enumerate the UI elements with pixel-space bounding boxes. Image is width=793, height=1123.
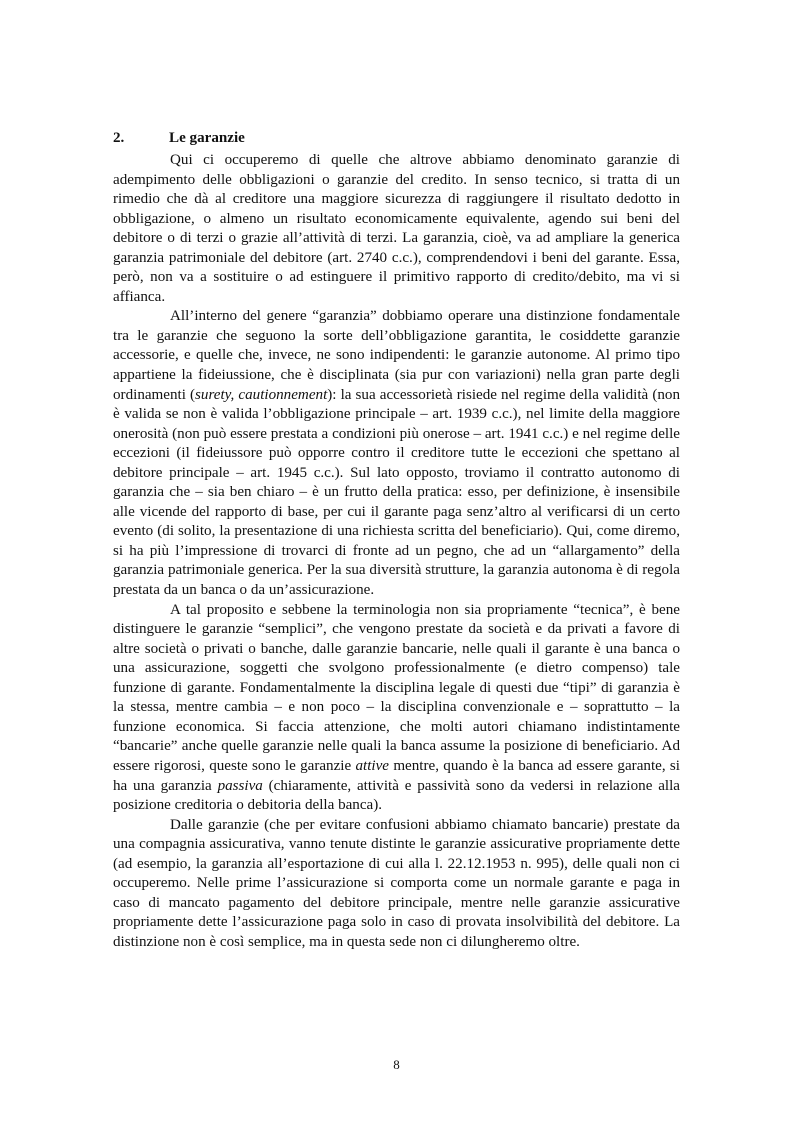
paragraphs <box>113 151 680 952</box>
body-paragraph <box>113 151 680 307</box>
paragraph-text: All’interno del genere “garanzia” dobbiamo operare una distinzione fondamentale tra le garanzie che seguono la sorte dell’obbligazione garantita, le cosiddette garanzie accessorie, e quelle che, invece, ne sono indipendenti: le garanzie autonome. Al primo tipo appartiene la fideiussione, che è disciplinata (sia pur con variazioni) nella gran parte degli ordinamenti ( <box>113 308 680 403</box>
section-heading <box>113 129 680 151</box>
italic-text: surety, cautionnement <box>195 386 328 403</box>
body-paragraph <box>113 601 680 816</box>
section-title: Le garanzie <box>169 130 245 146</box>
body-paragraph <box>113 307 680 600</box>
paragraph-text: A tal proposito e sebbene la terminologia non sia propriamente “tecnica”, è bene distinguere le garanzie “semplici”, che vengono prestate da società e da privati a favore di altre società o privati o banche, dalle garanzie bancarie, nelle quali il garante è una banca o una assicurazione, soggetti che svolgono professionalmente (e dietro compenso) tale funzione di garante. Fondamentalmente la disciplina legale di questi due “tipi” di garanzia è la stessa, mentre cambia – e non poco – la disciplina convenzionale e – soprattutto – la funzione economica. Si faccia attenzione, che molti autori chiamano indistintamente “bancarie” anche quelle garanzie nelle quali la banca assume la posizione di beneficiario. Ad essere rigorosi, queste sono le garanzie <box>113 601 680 774</box>
italic-text: passiva <box>217 777 263 794</box>
paragraph-text: mentre, quando è la banca ad essere garante, si ha una garanzia <box>113 757 680 794</box>
paragraph-text: ): la sua accessorietà risiede nel regime della validità (non è valida se non è valida l’obbligazione principale – art. 1939 c.c.), nel limite della maggiore onerosità (non può essere prestata a condizioni più onerose – art. 1941 c.c.) e nel regime delle eccezioni (il fideiussore può opporre contro il creditore tutte le eccezioni che spettano al debitore principale – art. 1945 c.c.). Sul lato opposto, troviamo il contratto autonomo di garanzia che – sia ben chiaro – è un frutto della pratica: esso, per definizione, è insensibile alle vicende del rapporto di base, per cui il garante paga senz’altro al verificarsi di un certo evento (di solito, la presentazione di una richiesta scritta del beneficiario). Qui, come diremo, si ha più l’impressione di trovarci di fronte ad un pegno, che ad un “allargamento” della garanzia patrimoniale generica. Per la sua diversità strutture, la garanzia autonoma è di regola prestata da un banca o da un’assicurazione. <box>113 386 680 599</box>
page-number: 8 <box>393 1057 400 1072</box>
paragraph-text: Qui ci occuperemo di quelle che altrove abbiamo denominato garanzie di adempimento delle obbligazioni o garanzie del credito. In senso tecnico, si tratta di un rimedio che dà al creditore una maggiore sicurezza di raggiungere il risultato dedotto in obbligazione, o almeno un risultato economicamente equivalente, agendo sui beni del debitore o di terzi o grazie all’attività di terzi. La garanzia, cioè, va ad ampliare la generica garanzia patrimoniale del debitore (art. 2740 c.c.), comprendendovi i beni del garante. Essa, però, non va a sostituire o ad estinguere il primitivo rapporto di credito/debito, ma vi si affianca. <box>113 152 680 305</box>
section-number: 2. <box>113 130 125 146</box>
page-body <box>113 129 680 952</box>
body-paragraph <box>113 816 680 953</box>
italic-text: attive <box>355 757 390 774</box>
paragraph-text: Dalle garanzie (che per evitare confusioni abbiamo chiamato bancarie) prestate da una compagnia assicurativa, vanno tenute distinte le garanzie assicurative propriamente dette (ad esempio, la garanzia all’esportazione di cui alla l. 22.12.1953 n. 995), delle quali non ci occuperemo. Nelle prime l’assicurazione si comporta come un normale garante e paga in caso di mancato pagamento del debitore principale, mentre nelle garanzie assicurative propriamente dette l’assicurazione paga solo in caso di provata insolvibilità del debitore. La distinzione non è così semplice, ma in questa sede non ci dilungheremo oltre. <box>113 816 680 950</box>
paragraph-text: (chiaramente, attività e passività sono da vedersi in relazione alla posizione creditoria o debitoria della banca). <box>113 777 680 814</box>
